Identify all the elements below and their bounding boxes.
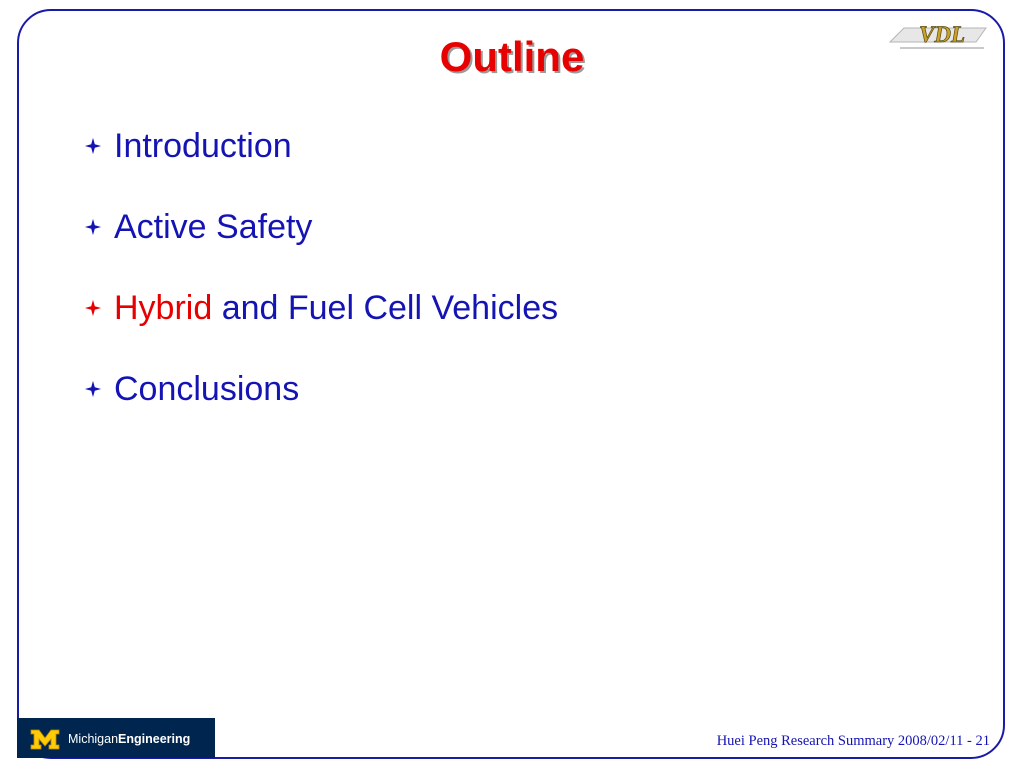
bullet-list	[84, 124, 558, 448]
footer-brand-text	[68, 731, 190, 747]
brand-regular: Michigan	[68, 732, 119, 746]
bullet-hybrid-fuel-cell	[84, 286, 558, 330]
bullet-text: Active Safety	[114, 207, 313, 246]
bullet-active-safety	[84, 205, 558, 249]
bullet-highlight: Hybrid	[114, 288, 213, 327]
bullet-introduction	[84, 124, 558, 168]
bullet-conclusions	[84, 367, 558, 411]
svg-text:VDL: VDL	[919, 22, 965, 47]
brand-bold: Engineering	[118, 732, 191, 746]
bullet-text: and Fuel Cell Vehicles	[212, 288, 559, 327]
four-point-star-icon	[84, 299, 102, 317]
bullet-text: Introduction	[114, 126, 292, 165]
four-point-star-icon	[84, 380, 102, 398]
vdl-logo	[888, 14, 992, 54]
block-m-icon	[30, 724, 60, 754]
slide-title: Outline	[439, 33, 585, 80]
bullet-text: Conclusions	[114, 369, 300, 408]
four-point-star-icon	[84, 218, 102, 236]
four-point-star-icon	[84, 137, 102, 155]
footer-caption: Huei Peng Research Summary 2008/02/11 - 21	[716, 733, 990, 749]
